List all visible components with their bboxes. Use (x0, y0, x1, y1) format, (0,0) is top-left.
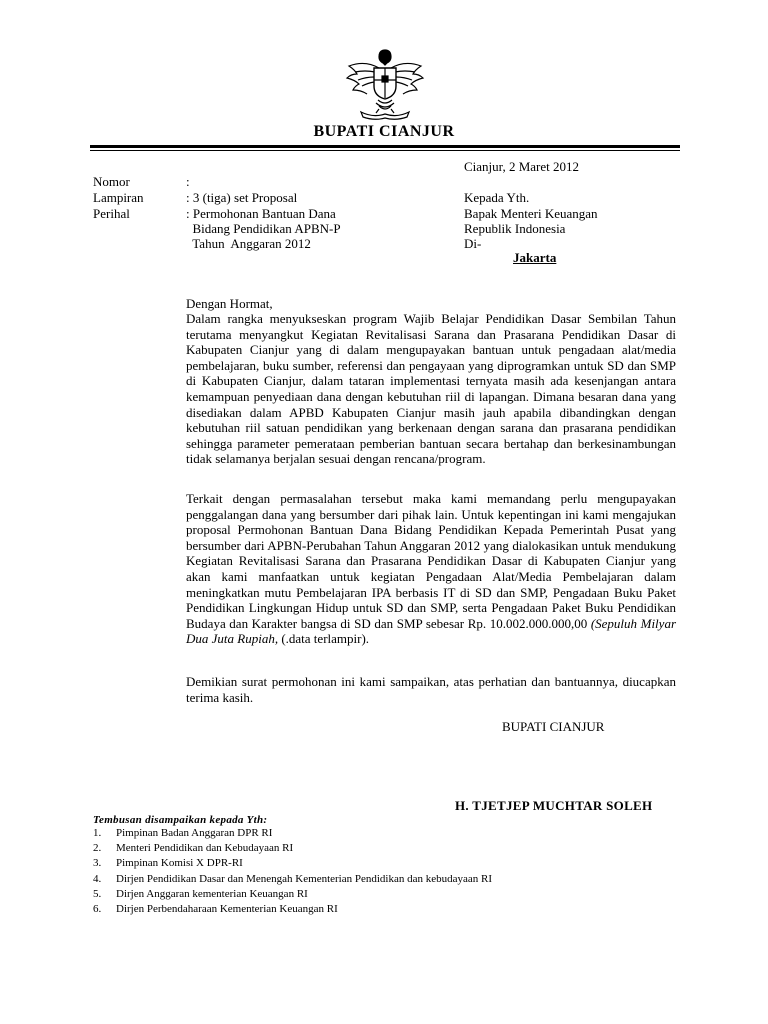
recipient-city: Jakarta (513, 250, 557, 265)
greeting: Dengan Hormat, (186, 296, 273, 311)
cc-item-number: 1. (93, 827, 102, 839)
signer-name: H. TJETJEP MUCHTAR SOLEH (455, 798, 653, 813)
meta-value-perihal: : Permohonan Bantuan Dana (186, 206, 336, 221)
cc-item-number: 3. (93, 857, 102, 870)
meta-label-perihal: Perihal (93, 206, 130, 221)
cc-item-text: Pimpinan Komisi X DPR-RI (116, 857, 243, 870)
letterhead-rule-thin (90, 150, 680, 151)
meta-value-nomor: : (186, 174, 190, 189)
body-paragraph-3: Demikian surat permohonan ini kami sampaikan, atas perhatian dan bantuannya, diucapkan terima kasih. (186, 674, 676, 705)
meta-value-lampiran: : 3 (tiga) set Proposal (186, 190, 298, 205)
cc-item-number: 2. (93, 842, 102, 855)
body-paragraph-2 (186, 491, 676, 647)
recipient-line: Di- (464, 236, 482, 251)
letterhead-title: BUPATI CIANJUR (313, 123, 455, 140)
recipient-line: Kepada Yth. (464, 190, 530, 205)
cc-list-item (93, 826, 492, 841)
recipient-line: Bapak Menteri Keuangan (464, 206, 598, 221)
body-paragraph-2-main: Terkait dengan permasalahan tersebut maka kami memandang perlu mengupayakan penggalangan dana yang bersumber dari pihak lain. Untuk kepentingan ini kami mengajukan proposal Permohonan Bantuan Dana Bidang Pendidikan Kepada Pemerintah Pusat yang bersumber dari APBN-Perubahan Tahun Anggaran 2012 yang dialokasikan untuk mendukung Kegiatan Revitalisasi Sarana dan Prasarana Pendidikan Dasar di Kabupaten Cianjur yang akan kami manfaatkan untuk kegiatan Pengadaan Alat/Media Pembelajaran dalam meningkatkan mutu Pembelajaran IPA berbasis IT di SD dan SMP, Pengadaan Buku Paket Pendidikan Lingkungan Hidup untuk SD dan SMP, serta Pengadaan Paket Buku Pendidikan Budaya dan Karakter bangsa di SD dan SMP sebesar Rp. 10.002.000.000,00 (186, 491, 676, 631)
signer-title: BUPATI CIANJUR (502, 719, 605, 734)
body-paragraph-1: Dalam rangka menyukseskan program Wajib Belajar Pendidikan Dasar Sembilan Tahun terutama menyangkut Kegiatan Revitalisasi Sarana dan Prasarana Pendidikan Dasar di Kabupaten Cianjur yang di dalam mengupayakan bantuan untuk pengadaan alat/media pembelajaran, buku sumber, referensi dan pengayaan yang diprogramkan untuk SD dan SMP di Kabupaten Cianjur, dalam tataran implementasi ternyata masih ada kesenjangan antara kemampuan penyediaan dana dengan kebutuhan riil di lapangan. Dimana besaran dana yang disediakan dalam APBD Kabupaten Cianjur masih jauh apabila dibandingkan dengan kebutuhan riil satuan pendidikan yang berkenaan dengan sarana dan prasarana pendidikan sehingga parameter pemerataan pemberian bantuan secara bertahap dan berkesinambungan tidak selamanya berjalan sesuai dengan rencana/program. (186, 311, 676, 467)
cc-heading: Tembusan disampaikan kepada Yth: (93, 814, 268, 826)
cc-item-text: Dirjen Anggaran kementerian Keuangan RI (116, 887, 308, 900)
recipient-line: Republik Indonesia (464, 221, 566, 236)
cc-list-item (93, 872, 492, 887)
cc-item-text: Pimpinan Badan Anggaran DPR RI (116, 827, 273, 839)
cc-list-item (93, 887, 492, 902)
amount-in-words: (Sepuluh Milyar Dua Juta Rupiah, (186, 615, 677, 647)
cc-item-number: 4. (93, 872, 102, 885)
cc-list (93, 826, 492, 917)
meta-value-perihal-line3: Tahun Anggaran 2012 (186, 236, 311, 251)
cc-item-number: 6. (93, 903, 102, 916)
meta-label-nomor: Nomor (93, 174, 130, 189)
body-paragraph-2-tail: (.data terlampir). (278, 631, 370, 647)
meta-value-perihal-line2: Bidang Pendidikan APBN-P (186, 221, 341, 236)
cc-list-item (93, 841, 492, 856)
garuda-emblem-icon (345, 46, 425, 120)
letterhead-rule-thick (90, 145, 680, 148)
cc-item-text: Dirjen Perbendaharaan Kementerian Keuangan RI (116, 903, 338, 916)
place-date: Cianjur, 2 Maret 2012 (464, 159, 580, 174)
cc-list-item (93, 856, 492, 871)
cc-item-text: Dirjen Pendidikan Dasar dan Menengah Kementerian Pendidikan dan kebudayaan RI (116, 872, 493, 885)
cc-item-number: 5. (93, 887, 102, 900)
meta-label-lampiran: Lampiran (93, 190, 144, 205)
cc-item-text: Menteri Pendidikan dan Kebudayaan RI (116, 842, 294, 855)
cc-list-item (93, 902, 492, 917)
